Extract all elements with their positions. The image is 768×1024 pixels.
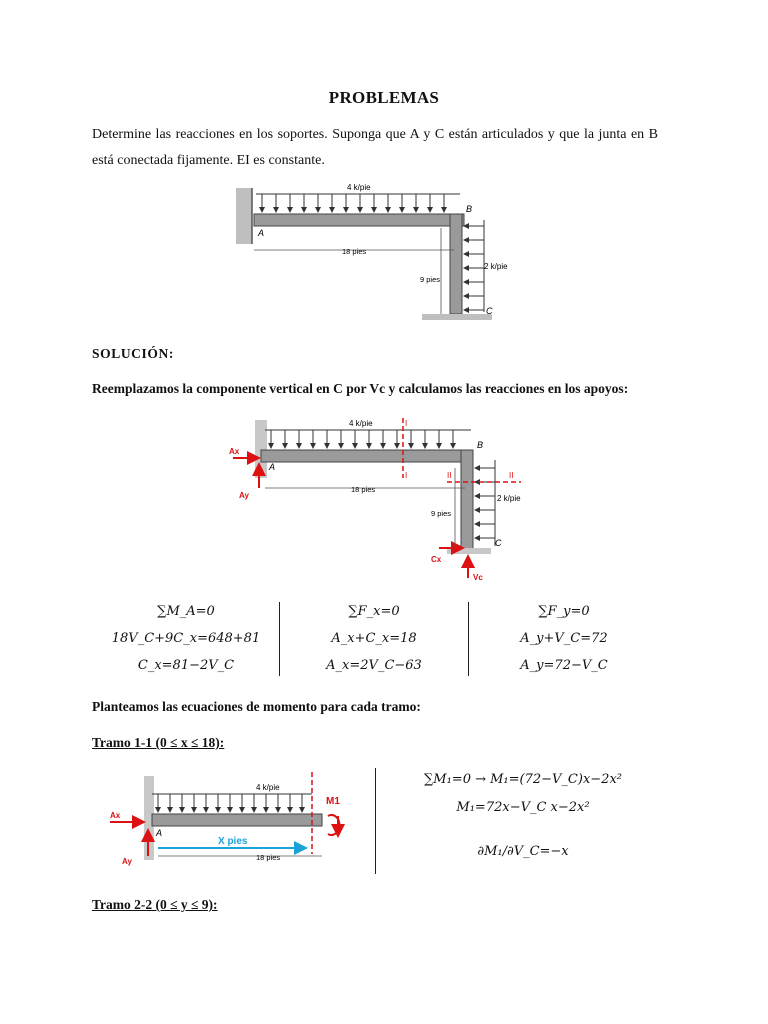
point-b-label: B [466, 204, 473, 214]
tramo2-heading: Tramo 2-2 (0 ≤ y ≤ 9): [92, 897, 218, 912]
vc-label: Vc [473, 573, 483, 582]
load-side-label: 2 k/pie [484, 262, 508, 271]
eq-sum-fy: ∑F_y=0 [538, 604, 590, 619]
eq-fy-expansion: A_y+V_C=72 [520, 631, 608, 646]
fig3-ax-label: Ax [110, 811, 121, 820]
cut1-label-bottom: I [405, 471, 408, 480]
frame-figure-2 [225, 412, 525, 584]
segment-figure-1 [106, 764, 366, 868]
vertical-column [450, 214, 462, 314]
tramo1-equations [388, 766, 658, 862]
cut1-label-top: I [405, 419, 408, 428]
divider-2 [468, 602, 469, 676]
fig3-point-a-label: A [156, 828, 163, 838]
cut2-label-left: II [447, 471, 452, 480]
eq-ay-result: A_y=72−V_C [520, 658, 608, 673]
eq-ax-result: A_x=2V_C−63 [326, 658, 422, 673]
fig2-beam-length-label: 18 pies [351, 485, 376, 494]
eq-cx-result: C_x=81−2V_C [137, 658, 235, 673]
divider-3 [375, 768, 376, 874]
fig3-length-label: 18 pies [256, 853, 281, 862]
ground-base [422, 314, 492, 320]
point-c-label: C [486, 306, 493, 316]
beam-length-label: 18 pies [342, 247, 367, 256]
column-length-label: 9 pies [420, 275, 441, 284]
equations-fy [474, 598, 654, 679]
cut2-label-right: II [509, 471, 514, 480]
eq-m1-expanded: M₁=72x−V_C x−2x² [456, 800, 590, 815]
fig2-column-length-label: 9 pies [431, 509, 452, 518]
problem-statement: Determine las reacciones en los soportes. Suponga que A y C están articulados y que la junta en B está conectada fijamente. EI es constante. [92, 127, 658, 168]
eq-fx-expansion: A_x+C_x=18 [331, 631, 417, 646]
point-a-label: A [258, 228, 265, 238]
fig2-load-top-label: 4 k/pie [349, 419, 373, 428]
wall-support [236, 188, 252, 244]
fig3-load-top-label: 4 k/pie [256, 783, 280, 792]
equations-fx [284, 598, 464, 679]
eq-sum-m1: ∑M₁=0 → M₁=(72−V_C)x−2x² [424, 772, 622, 787]
eq-sum-ma: ∑M_A=0 [157, 604, 215, 619]
fig2-point-a-label: A [269, 462, 276, 472]
divider-1 [279, 602, 280, 676]
x-pies-label: X pies [218, 836, 248, 847]
cx-label: Cx [431, 555, 442, 564]
step2-text: Planteamos las ecuaciones de momento para cada tramo: [92, 699, 421, 714]
eq-sum-fx: ∑F_x=0 [348, 604, 400, 619]
page-title: PROBLEMAS [328, 88, 440, 107]
solution-heading: SOLUCIÓN: [92, 346, 174, 361]
horizontal-beam [254, 214, 464, 226]
equations-moment-a [96, 598, 276, 679]
eq-partial-derivative: ∂M₁/∂V_C=−x [477, 844, 569, 859]
m1-label: M1 [326, 796, 340, 807]
fig3-ay-label: Ay [122, 857, 132, 866]
ay-label: Ay [239, 491, 249, 500]
eq-moment-expansion: 18V_C+9C_x=648+81 [111, 631, 261, 646]
fig2-point-b-label: B [477, 440, 484, 450]
frame-figure-1 [232, 180, 532, 330]
ax-label: Ax [229, 447, 240, 456]
tramo1-heading: Tramo 1-1 (0 ≤ x ≤ 18): [92, 735, 225, 750]
load-top-label: 4 k/pie [347, 183, 371, 192]
step1-text: Reemplazamos la componente vertical en C por Vc y calculamos las reacciones en los apoyos: [92, 381, 629, 396]
fig2-point-c-label: C [495, 538, 502, 548]
fig2-load-side-label: 2 k/pie [497, 494, 521, 503]
